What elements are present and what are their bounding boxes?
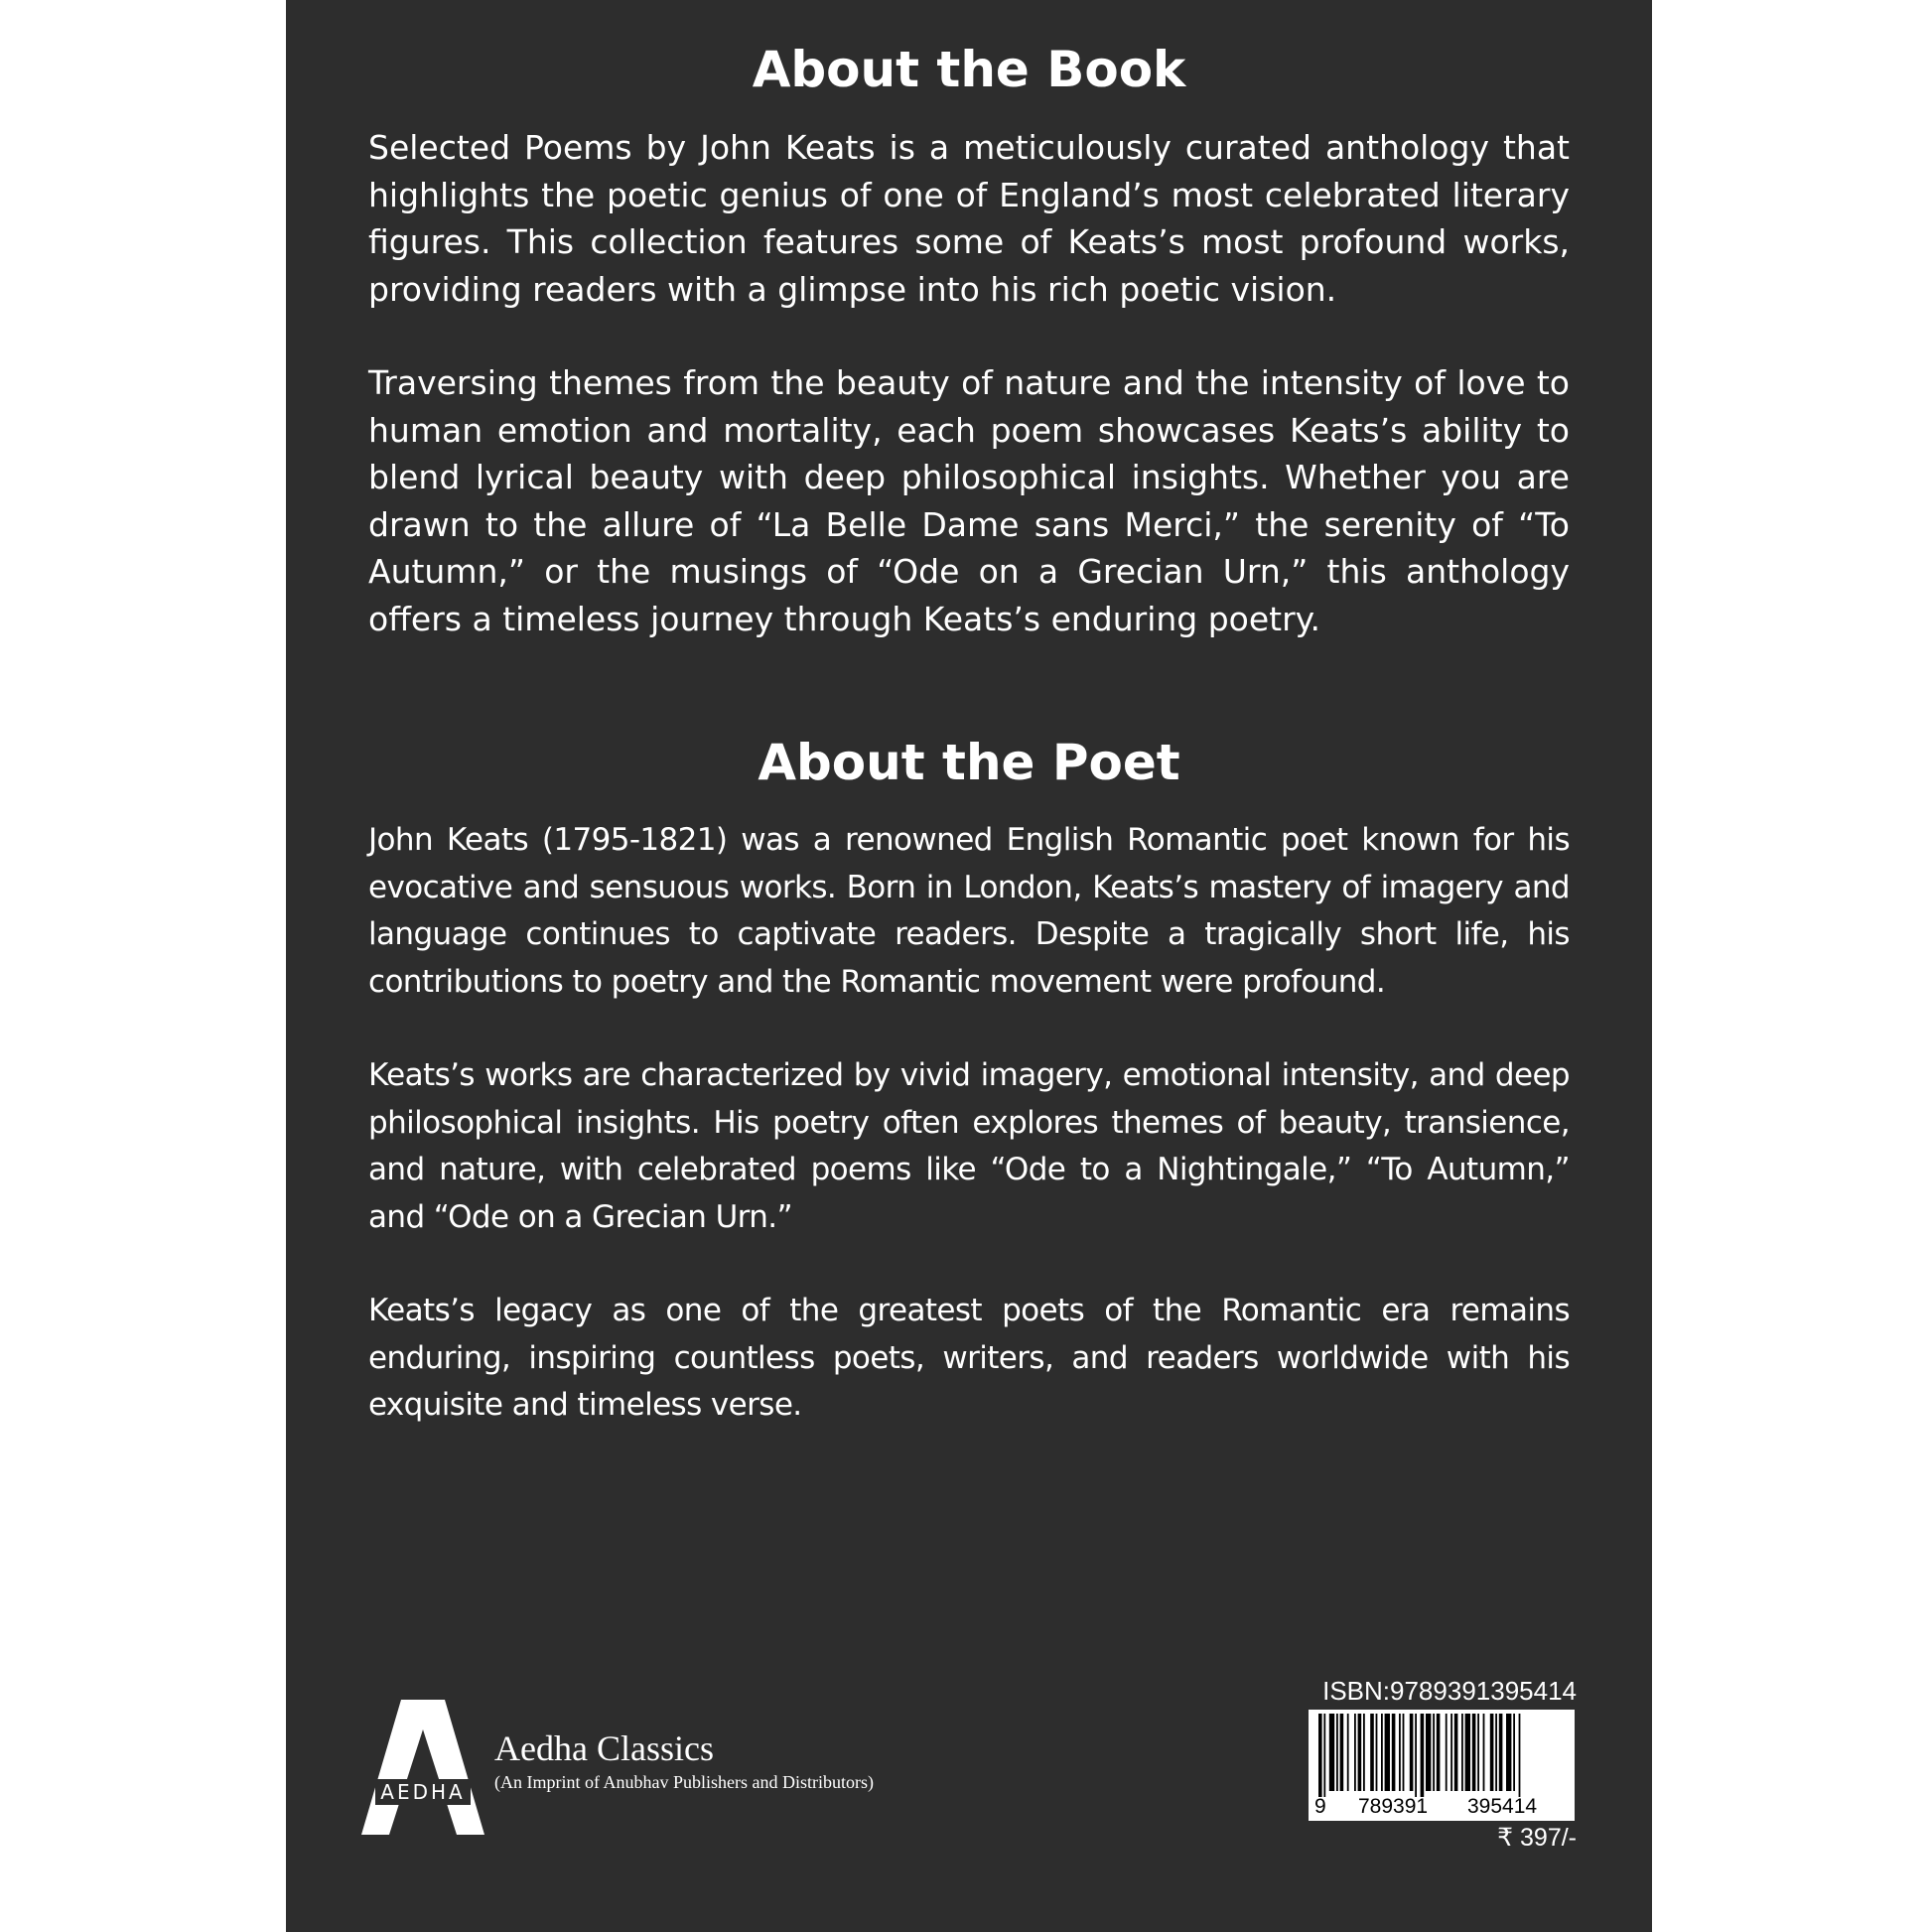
barcode-bar <box>1403 1714 1405 1791</box>
about-poet-paragraph-2: Keats’s works are characterized by vivid imagery, emotional intensity, and deep philosophical insights. His poetry often explores themes of beauty, transience, and nature, with celebrated poems like “Ode to a Nightingale,” “To Autumn,” and “Ode on a Grecian Urn.” <box>368 1057 1570 1235</box>
barcode-bar <box>1519 1714 1521 1797</box>
barcode-bar <box>1399 1714 1401 1791</box>
barcode-bar <box>1340 1714 1344 1791</box>
barcode-digits-right: 395414 <box>1467 1795 1538 1818</box>
aedha-logo <box>361 1700 484 1835</box>
barcode-bar <box>1370 1714 1374 1791</box>
barcode-bar <box>1465 1714 1470 1791</box>
barcode-bar <box>1415 1714 1417 1797</box>
barcode-bar <box>1477 1714 1479 1791</box>
barcode-bar <box>1472 1714 1476 1791</box>
barcode-bar <box>1381 1714 1383 1791</box>
barcode-bar <box>1354 1714 1356 1791</box>
barcode-bar <box>1450 1714 1452 1791</box>
about-book-heading: About the Book <box>752 41 1186 98</box>
aedha-logo-text: AEDHA <box>380 1780 466 1804</box>
barcode-bar <box>1363 1714 1365 1791</box>
barcode-bar <box>1318 1714 1322 1797</box>
barcode-bar <box>1426 1714 1431 1791</box>
barcode-bar <box>1433 1714 1435 1791</box>
barcode-bar <box>1513 1714 1515 1791</box>
about-poet-heading: About the Poet <box>758 734 1180 791</box>
publisher-subtitle: (An Imprint of Anubhav Publishers and Distributors) <box>494 1772 874 1792</box>
barcode-bar <box>1495 1714 1497 1791</box>
barcode-bar <box>1329 1714 1334 1791</box>
barcode-bar <box>1421 1714 1425 1797</box>
barcode-digit-lead: 9 <box>1314 1795 1326 1818</box>
price-label: ₹ 397/- <box>1497 1824 1577 1852</box>
barcode-bar <box>1461 1714 1463 1791</box>
barcode-bar <box>1323 1714 1325 1797</box>
barcode-bar <box>1392 1714 1396 1791</box>
barcode-bar <box>1490 1714 1494 1791</box>
barcode-bar <box>1410 1714 1414 1791</box>
book-back-cover <box>286 0 1652 1932</box>
barcode-bar <box>1454 1714 1458 1791</box>
barcode-bar <box>1347 1714 1349 1791</box>
publisher-name: Aedha Classics <box>494 1728 714 1768</box>
barcode-bar <box>1446 1714 1448 1791</box>
barcode-bar <box>1336 1714 1338 1791</box>
barcode-bar <box>1499 1714 1503 1791</box>
barcode-bar <box>1506 1714 1511 1791</box>
isbn-barcode <box>1309 1710 1575 1821</box>
barcode-bar <box>1483 1714 1485 1791</box>
about-poet-paragraph-3: Keats’s legacy as one of the greatest poets of the Romantic era remains enduring, inspiring countless poets, writers, and readers worldwide with his exquisite and timeless verse. <box>368 1293 1570 1423</box>
barcode-bar <box>1385 1714 1390 1791</box>
isbn-label: ISBN:9789391395414 <box>1322 1676 1577 1706</box>
about-book-paragraph-2: Traversing themes from the beauty of nature and the intensity of love to human emotion and mortality, each poem showcases Keats’s ability to blend lyrical beauty with deep philosophical insights. Whether you are drawn to the allure of “La Belle Dame sans Merci,” the serenity of “To Autumn,” or the musings of “Ode on a Grecian Urn,” this anthology offers a timeless journey through Keats’s enduring poetry. <box>368 363 1570 638</box>
barcode-bar <box>1437 1714 1441 1791</box>
about-poet-paragraph-1: John Keats (1795-1821) was a renowned English Romantic poet known for his evocative and sensuous works. Born in London, Keats’s mastery of imagery and language continues to captivate readers. Despite a tragically short life, his contributions to poetry and the Romantic movement were profound. <box>368 822 1570 1000</box>
about-book-paragraph-1: Selected Poems by John Keats is a meticulously curated anthology that highlights the poetic genius of one of England’s most celebrated literary figures. This collection features some of Keats’s most profound works, providing readers with a glimpse into his rich poetic vision. <box>368 128 1570 309</box>
barcode-digits-left: 789391 <box>1358 1795 1429 1818</box>
barcode-bar <box>1376 1714 1378 1791</box>
barcode-digits <box>1309 1795 1575 1819</box>
barcode-bars-icon <box>1316 1714 1567 1797</box>
barcode-bar <box>1358 1714 1362 1791</box>
aedha-a-logo-icon <box>361 1700 484 1835</box>
